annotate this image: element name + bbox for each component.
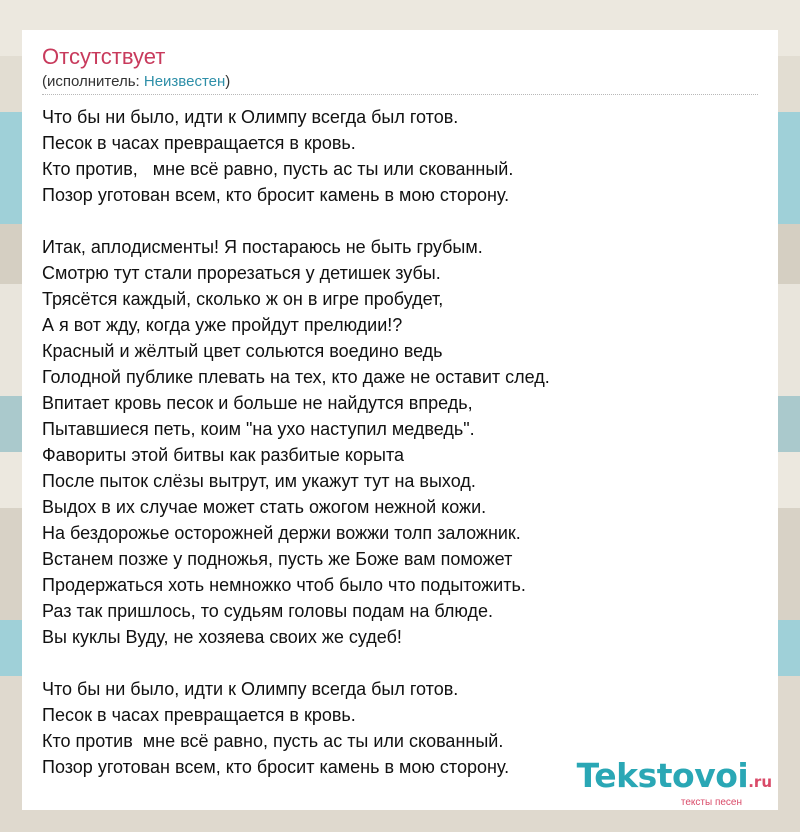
lyric-line: Встанем позже у подножья, пусть же Боже вам поможет [42, 549, 513, 569]
artist-prefix: (исполнитель: [42, 73, 144, 90]
lyric-line: Раз так пришлось, то судьям головы подам на блюде. [42, 601, 494, 621]
lyric-line: Фавориты этой битвы как разбитые корыта [42, 445, 404, 465]
lyric-line: Что бы ни было, идти к Олимпу всегда был готов. [42, 107, 459, 127]
logo-tld: .ru [748, 773, 772, 791]
title-divider [42, 94, 758, 95]
lyric-line: Позор уготован всем, кто бросит камень в мою сторону. [42, 757, 510, 777]
lyric-line: Итак, аплодисменты! Я постараюсь не быть грубым. [42, 237, 483, 257]
lyric-line: Трясётся каждый, сколько ж он в игре пробудет, [42, 289, 444, 309]
stanza-1 [42, 104, 762, 208]
lyric-line: Впитает кровь песок и больше не найдутся впредь, [42, 393, 473, 413]
lyric-line: Смотрю тут стали прорезаться у детишек зубы. [42, 263, 441, 283]
logo-wordmark [576, 756, 772, 799]
lyric-line: Выдох в их случае может стать ожогом нежной кожи. [42, 497, 487, 517]
song-title: Отсутствует [42, 44, 166, 69]
lyric-line: Кто против мне всё равно, пусть ас ты или скованный. [42, 731, 504, 751]
lyric-line: Красный и жёлтый цвет сольются воедино ведь [42, 341, 443, 361]
artist-line [42, 73, 230, 90]
site-logo[interactable] [576, 756, 772, 808]
lyrics-card [22, 30, 778, 810]
lyric-line: Что бы ни было, идти к Олимпу всегда был готов. [42, 679, 459, 699]
stanza-2 [42, 234, 762, 650]
lyric-line: Позор уготован всем, кто бросит камень в мою сторону. [42, 185, 510, 205]
artist-link[interactable]: Неизвестен [143, 73, 226, 90]
lyric-line: Голодной публике плевать на тех, кто даже не оставит след. [42, 367, 550, 387]
lyric-line: Песок в часах превращается в кровь. [42, 133, 356, 153]
lyric-line: На бездорожье осторожней держи вожжи толп заложник. [42, 523, 521, 543]
logo-main-text: Tekstovoi [576, 756, 749, 795]
lyric-line: А я вот жду, когда уже пройдут прелюдии!? [42, 315, 403, 335]
lyrics-body [42, 104, 762, 806]
lyric-line: Песок в часах превращается в кровь. [42, 705, 356, 725]
artist-suffix: ) [225, 73, 231, 90]
lyric-line: Продержаться хоть немножко чтоб было что подытожить. [42, 575, 526, 595]
lyric-line: Вы куклы Вуду, не хозяева своих же судеб! [42, 627, 402, 647]
lyric-line: После пыток слёзы вытрут, им укажут тут на выход. [42, 471, 476, 491]
lyric-line: Пытавшиеся петь, коим "на ухо наступил медведь". [42, 419, 475, 439]
logo-tagline: тексты песен [680, 797, 742, 808]
lyric-line: Кто против, мне всё равно, пусть ас ты или скованный. [42, 159, 514, 179]
